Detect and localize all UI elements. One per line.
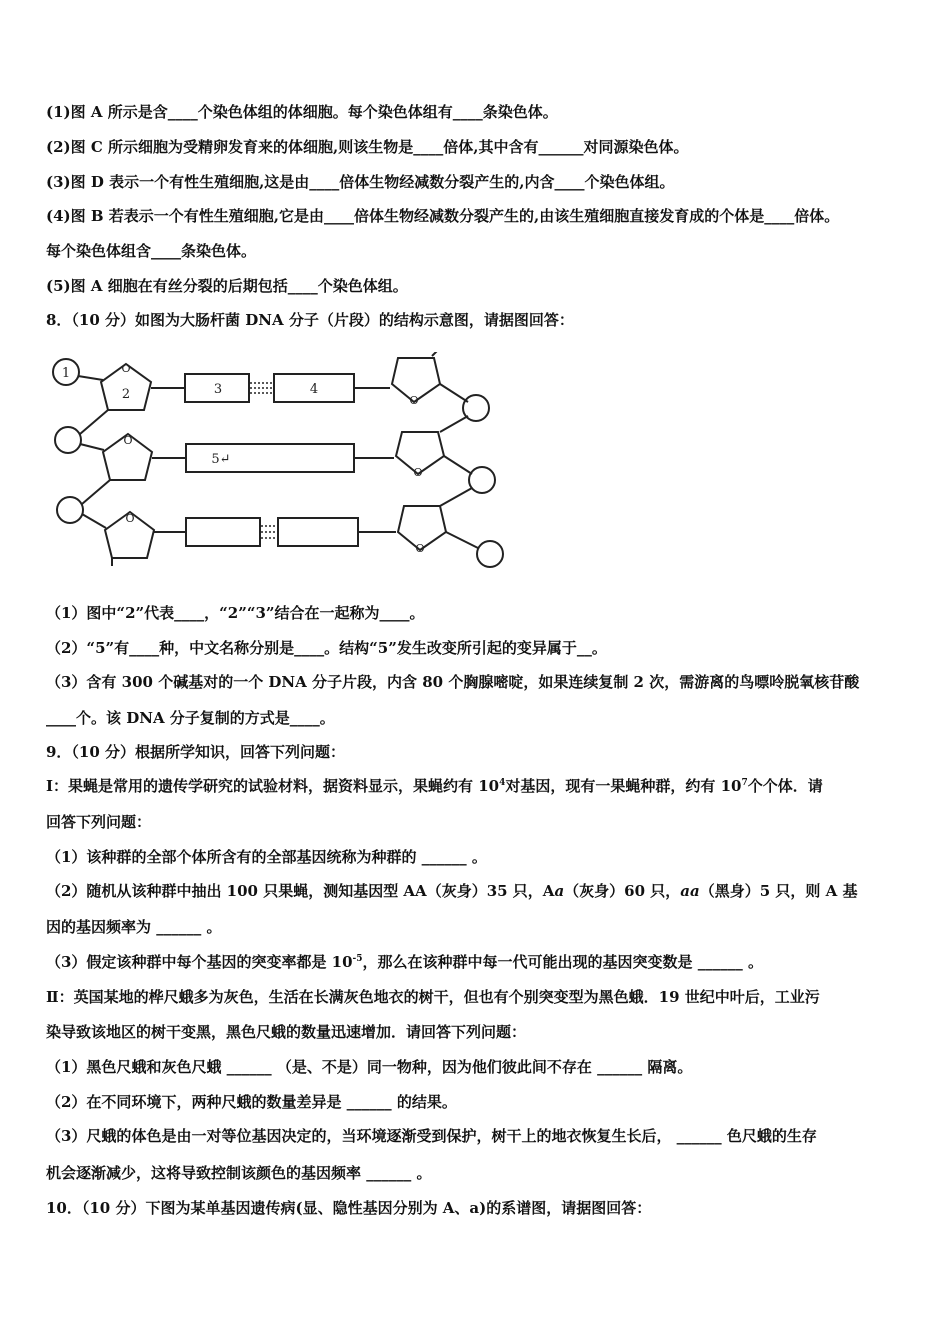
q8-stem: 8．（10 分）如图为大肠杆菌 DNA 分子（片段）的结构示意图，请据图回答： [46, 311, 574, 329]
hydrogen-bond-dashes [250, 383, 277, 538]
ring-o-5: O [413, 466, 423, 479]
q8-part2: （2）“5”有____种，中文名称分别是____。结构“5”发生改变所引起的变异属于__。 [46, 639, 607, 657]
q8-part3-line2: ____个。该 DNA 分子复制的方式是____。 [46, 709, 335, 727]
ring-o-4: O [409, 394, 419, 407]
q7-part2: (2)图 C 所示细胞为受精卵发育来的体细胞,则该生物是____倍体,其中含有______对同源染色体。 [46, 138, 689, 156]
ring-o-1: O [121, 362, 131, 375]
label-5: 5↵ [211, 452, 231, 467]
dna-structure-diagram [48, 352, 508, 572]
q9-I-part2-line1: （2）随机从该种群中抽出 100 只果蝇，测知基因型 AA（灰身）35 只，Aa（灰身）60 只，aa（黑身）5 只，则 A 基 [46, 882, 858, 900]
phosphate-circle-right-2 [469, 467, 495, 493]
q9-I-line1: Ⅰ：果蝇是常用的遗传学研究的试验材料，据资料显示，果蝇约有 $10^4$对基因，现有一果蝇种群，约有 $10^7$个个体．请 [46, 777, 823, 795]
label-3: 3 [213, 382, 223, 397]
q9-I-part1: （1）该种群的全部个体所含有的全部基因统称为种群的 ______ 。 [46, 848, 487, 866]
q8-part3-line1: （3）含有 300 个碱基对的一个 DNA 分子片段，内含 80 个胸腺嘧啶，如果连续复制 2 次，需游离的鸟嘌呤脱氧核苷酸 [46, 673, 860, 691]
q9-II-line1: Ⅱ：英国某地的桦尺蛾多为灰色，生活在长满灰色地衣的树干，但也有个别突变型为黑色蛾．19 世纪中叶后，工业污 [46, 988, 820, 1006]
q9-I-part2-line2: 因的基因频率为 ______ 。 [46, 918, 222, 936]
q8-part1: （1）图中“2”代表____，“2”“3”结合在一起称为____。 [46, 604, 425, 622]
q9-II-part3-line2: 机会逐渐减少，这将导致控制该颜色的基因频率 ______ 。 [46, 1164, 432, 1182]
phosphate-circle-left-2 [55, 427, 81, 453]
base-box-row3-right [278, 518, 358, 546]
q7-part4-line1: (4)图 B 若表示一个有性生殖细胞,它是由____倍体生物经减数分裂产生的,由该生殖细胞直接发育成的个体是____倍体。 [46, 207, 840, 225]
label-1: 1 [61, 366, 71, 381]
q7-part5: (5)图 A 细胞在有丝分裂的后期包括____个染色体组。 [46, 277, 408, 295]
ring-o-3: O [125, 512, 135, 525]
q9-stem: 9．（10 分）根据所学知识，回答下列问题： [46, 743, 346, 761]
q10-stem: 10．（10 分）下图为某单基因遗传病(显、隐性基因分别为 A、a)的系谱图，请据图回答： [46, 1199, 652, 1217]
q7-part3: (3)图 D 表示一个有性生殖细胞,这是由____倍体生物经减数分裂产生的,内含____个染色体组。 [46, 173, 675, 191]
q7-part1: (1)图 A 所示是含____个染色体组的体细胞。每个染色体组有____条染色体。 [46, 103, 558, 121]
q9-II-part2: （2）在不同环境下，两种尺蛾的数量差异是 ______ 的结果。 [46, 1093, 457, 1111]
ring-o-2: O [123, 434, 133, 447]
q9-I-line2: 回答下列问题： [46, 813, 152, 831]
ring-o-6: O [415, 542, 425, 555]
phosphate-circle-left-3 [57, 497, 83, 523]
phosphate-circle-right-1 [463, 395, 489, 421]
label-4: 4 [309, 382, 319, 397]
q7-part4-line2: 每个染色体组含____条染色体。 [46, 242, 257, 260]
phosphate-circle-right-3 [477, 541, 503, 567]
q9-II-line2: 染导致该地区的树干变黑，黑色尺蛾的数量迅速增加．请回答下列问题： [46, 1023, 527, 1041]
q9-I-part3: （3）假定该种群中每个基因的突变率都是 $10^{-5}$，那么在该种群中每一代可能出现的基因突变数是 ______ 。 [46, 953, 763, 971]
base-box-row3-left [186, 518, 260, 546]
q9-II-part3-line1: （3）尺蛾的体色是由一对等位基因决定的，当环境逐渐受到保护，树干上的地衣恢复生长后， ______ 色尺蛾的生存 [46, 1127, 817, 1145]
label-2: 2 [121, 387, 131, 402]
q9-II-part1: （1）黑色尺蛾和灰色尺蛾 ______ （是、不是）同一物种，因为他们彼此间不存在 ______ 隔离。 [46, 1058, 693, 1076]
